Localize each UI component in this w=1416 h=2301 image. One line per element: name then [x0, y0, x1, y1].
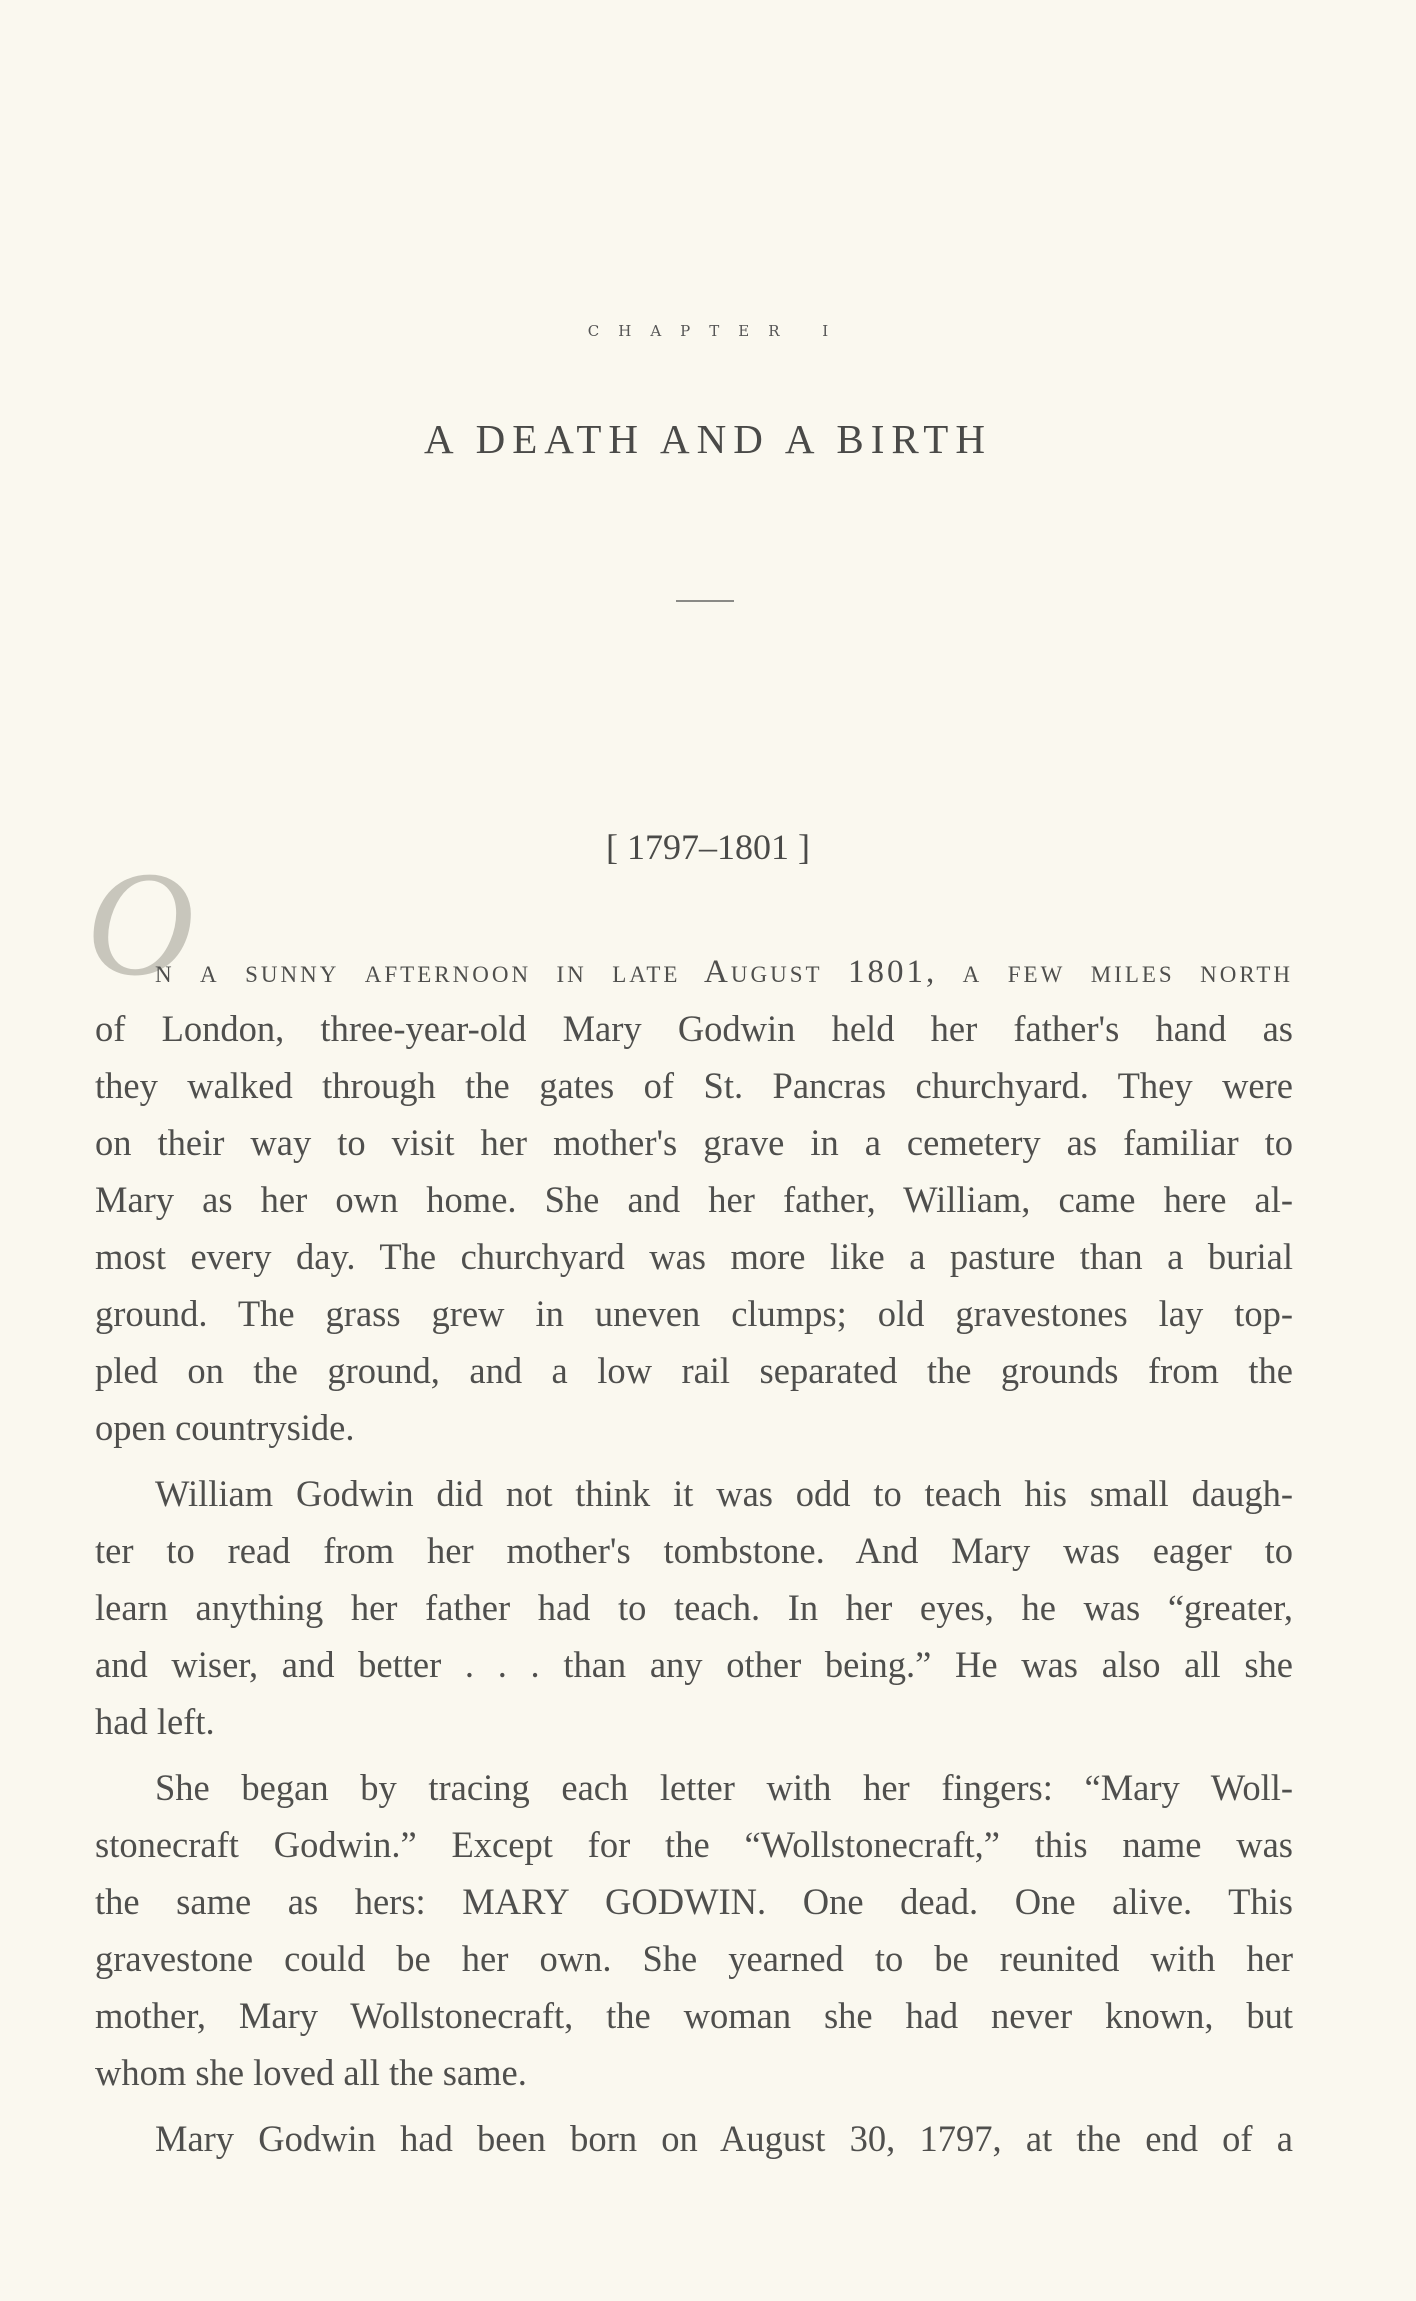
title-divider	[676, 600, 734, 602]
text-line: ter to read from her mother's tombstone. And Mary was eager to	[95, 1530, 1293, 1571]
text-line: on their way to visit her mother's grave in a cemetery as familiar to	[95, 1122, 1293, 1163]
text-line: had left.	[95, 1701, 215, 1742]
text-line: the same as hers: MARY GODWIN. One dead. One alive. This	[95, 1881, 1293, 1922]
text-line: ground. The grass grew in uneven clumps; old gravestones lay top-	[95, 1293, 1293, 1334]
chapter-label: CHAPTER I	[587, 322, 848, 340]
text-line: She began by tracing each letter with her fingers: “Mary Woll-	[155, 1767, 1293, 1808]
text-line: Mary as her own home. She and her father, William, came here al-	[95, 1179, 1293, 1220]
chapter-title: A DEATH AND A BIRTH	[424, 416, 992, 462]
text-line: pled on the ground, and a low rail separated the grounds from the	[95, 1350, 1293, 1391]
text-line: gravestone could be her own. She yearned to be reunited with her	[95, 1938, 1293, 1979]
text-line: William Godwin did not think it was odd to teach his small daugh-	[155, 1473, 1293, 1514]
text-line: most every day. The churchyard was more like a pasture than a burial	[95, 1236, 1293, 1277]
text-line: Mary Godwin had been born on August 30, 1797, at the end of a	[155, 2118, 1293, 2159]
text-line: learn anything her father had to teach. In her eyes, he was “greater,	[95, 1587, 1293, 1628]
text-line: mother, Mary Wollstonecraft, the woman she had never known, but	[95, 1995, 1293, 2036]
text-line: and wiser, and better . . . than any other being.” He was also all she	[95, 1644, 1293, 1685]
text-line: stonecraft Godwin.” Except for the “Wollstonecraft,” this name was	[95, 1824, 1293, 1865]
text-line: n a sunny afternoon in late August 1801, a few miles north	[155, 954, 1293, 990]
drop-cap-glyph: O	[86, 841, 195, 1007]
text-line: open countryside.	[95, 1407, 355, 1448]
text-line: whom she loved all the same.	[95, 2052, 527, 2093]
chapter-dates: [ 1797–1801 ]	[606, 827, 810, 867]
text-line: they walked through the gates of St. Pancras churchyard. They were	[95, 1065, 1293, 1106]
text-line: of London, three-year-old Mary Godwin held her father's hand as	[95, 1008, 1293, 1049]
